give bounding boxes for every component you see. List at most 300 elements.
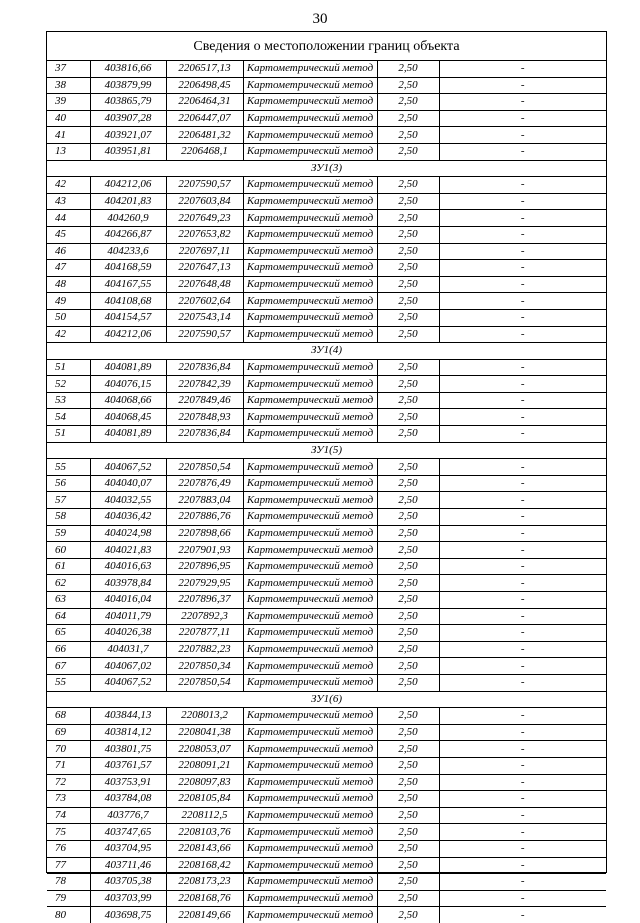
x-coordinate-cell: 404031,7 xyxy=(90,641,166,658)
description-cell: - xyxy=(439,708,606,725)
point-number-cell: 62 xyxy=(47,575,90,592)
point-number-cell: 51 xyxy=(47,426,90,443)
y-coordinate-cell: 2207901,93 xyxy=(166,542,243,559)
description-cell: - xyxy=(439,459,606,476)
method-cell: Картометрический метод xyxy=(243,575,377,592)
point-number-cell: 47 xyxy=(47,260,90,277)
table-row xyxy=(47,625,606,642)
accuracy-cell: 2,50 xyxy=(377,94,439,111)
x-coordinate-cell: 404067,52 xyxy=(90,459,166,476)
x-coordinate-cell: 404167,55 xyxy=(90,276,166,293)
y-coordinate-cell: 2208168,42 xyxy=(166,857,243,874)
x-coordinate-cell: 404011,79 xyxy=(90,608,166,625)
group-header-row xyxy=(47,442,606,459)
accuracy-cell: 2,50 xyxy=(377,243,439,260)
description-cell: - xyxy=(439,608,606,625)
boundary-table-frame xyxy=(46,31,607,921)
method-cell: Картометрический метод xyxy=(243,558,377,575)
group-label: ЗУ1(5) xyxy=(47,442,606,459)
x-coordinate-cell: 404266,87 xyxy=(90,226,166,243)
description-cell: - xyxy=(439,475,606,492)
y-coordinate-cell: 2207929,95 xyxy=(166,575,243,592)
table-row xyxy=(47,143,606,160)
accuracy-cell: 2,50 xyxy=(377,409,439,426)
x-coordinate-cell: 404081,89 xyxy=(90,359,166,376)
point-number-cell: 40 xyxy=(47,110,90,127)
point-number-cell: 49 xyxy=(47,293,90,310)
x-coordinate-cell: 404233,6 xyxy=(90,243,166,260)
table-row xyxy=(47,741,606,758)
table-row xyxy=(47,243,606,260)
method-cell: Картометрический метод xyxy=(243,409,377,426)
table-row xyxy=(47,708,606,725)
x-coordinate-cell: 404067,02 xyxy=(90,658,166,675)
point-number-cell: 53 xyxy=(47,392,90,409)
method-cell: Картометрический метод xyxy=(243,608,377,625)
description-cell: - xyxy=(439,193,606,210)
accuracy-cell: 2,50 xyxy=(377,840,439,857)
table-row xyxy=(47,525,606,542)
group-header-row xyxy=(47,160,606,177)
x-coordinate-cell: 403978,84 xyxy=(90,575,166,592)
method-cell: Картометрический метод xyxy=(243,127,377,144)
y-coordinate-cell: 2208143,66 xyxy=(166,840,243,857)
accuracy-cell: 2,50 xyxy=(377,592,439,609)
x-coordinate-cell: 403705,38 xyxy=(90,874,166,891)
table-row xyxy=(47,61,606,77)
point-number-cell: 38 xyxy=(47,77,90,94)
description-cell: - xyxy=(439,309,606,326)
method-cell: Картометрический метод xyxy=(243,525,377,542)
accuracy-cell: 2,50 xyxy=(377,475,439,492)
point-number-cell: 45 xyxy=(47,226,90,243)
accuracy-cell: 2,50 xyxy=(377,608,439,625)
accuracy-cell: 2,50 xyxy=(377,658,439,675)
table-row xyxy=(47,791,606,808)
y-coordinate-cell: 2207842,39 xyxy=(166,376,243,393)
y-coordinate-cell: 2208053,07 xyxy=(166,741,243,758)
method-cell: Картометрический метод xyxy=(243,309,377,326)
table-row xyxy=(47,592,606,609)
accuracy-cell: 2,50 xyxy=(377,492,439,509)
accuracy-cell: 2,50 xyxy=(377,110,439,127)
table-row xyxy=(47,840,606,857)
table-row xyxy=(47,210,606,227)
method-cell: Картометрический метод xyxy=(243,592,377,609)
y-coordinate-cell: 2208013,2 xyxy=(166,708,243,725)
x-coordinate-cell: 403761,57 xyxy=(90,757,166,774)
method-cell: Картометрический метод xyxy=(243,874,377,891)
y-coordinate-cell: 2206481,32 xyxy=(166,127,243,144)
y-coordinate-cell: 2208091,21 xyxy=(166,757,243,774)
accuracy-cell: 2,50 xyxy=(377,210,439,227)
accuracy-cell: 2,50 xyxy=(377,127,439,144)
coordinates-table xyxy=(47,61,606,923)
table-row xyxy=(47,326,606,343)
point-number-cell: 43 xyxy=(47,193,90,210)
description-cell: - xyxy=(439,525,606,542)
y-coordinate-cell: 2207849,46 xyxy=(166,392,243,409)
accuracy-cell: 2,50 xyxy=(377,542,439,559)
point-number-cell: 42 xyxy=(47,326,90,343)
y-coordinate-cell: 2207882,23 xyxy=(166,641,243,658)
y-coordinate-cell: 2208168,76 xyxy=(166,890,243,907)
x-coordinate-cell: 404154,57 xyxy=(90,309,166,326)
point-number-cell: 56 xyxy=(47,475,90,492)
point-number-cell: 74 xyxy=(47,807,90,824)
description-cell: - xyxy=(439,592,606,609)
description-cell: - xyxy=(439,641,606,658)
table-row xyxy=(47,807,606,824)
description-cell: - xyxy=(439,426,606,443)
y-coordinate-cell: 2207649,23 xyxy=(166,210,243,227)
point-number-cell: 55 xyxy=(47,459,90,476)
table-row xyxy=(47,127,606,144)
y-coordinate-cell: 2207647,13 xyxy=(166,260,243,277)
description-cell: - xyxy=(439,542,606,559)
y-coordinate-cell: 2207848,93 xyxy=(166,409,243,426)
point-number-cell: 70 xyxy=(47,741,90,758)
point-number-cell: 71 xyxy=(47,757,90,774)
description-cell: - xyxy=(439,392,606,409)
method-cell: Картометрический метод xyxy=(243,542,377,559)
y-coordinate-cell: 2208097,83 xyxy=(166,774,243,791)
point-number-cell: 39 xyxy=(47,94,90,111)
y-coordinate-cell: 2207892,3 xyxy=(166,608,243,625)
description-cell: - xyxy=(439,757,606,774)
method-cell: Картометрический метод xyxy=(243,907,377,923)
accuracy-cell: 2,50 xyxy=(377,625,439,642)
table-row xyxy=(47,757,606,774)
method-cell: Картометрический метод xyxy=(243,426,377,443)
table-row xyxy=(47,426,606,443)
y-coordinate-cell: 2207896,37 xyxy=(166,592,243,609)
point-number-cell: 55 xyxy=(47,674,90,691)
y-coordinate-cell: 2208149,66 xyxy=(166,907,243,923)
x-coordinate-cell: 404212,06 xyxy=(90,326,166,343)
x-coordinate-cell: 403801,75 xyxy=(90,741,166,758)
method-cell: Картометрический метод xyxy=(243,193,377,210)
x-coordinate-cell: 403747,65 xyxy=(90,824,166,841)
y-coordinate-cell: 2208105,84 xyxy=(166,791,243,808)
method-cell: Картометрический метод xyxy=(243,774,377,791)
description-cell: - xyxy=(439,509,606,526)
x-coordinate-cell: 404021,83 xyxy=(90,542,166,559)
accuracy-cell: 2,50 xyxy=(377,143,439,160)
method-cell: Картометрический метод xyxy=(243,840,377,857)
point-number-cell: 59 xyxy=(47,525,90,542)
method-cell: Картометрический метод xyxy=(243,741,377,758)
description-cell: - xyxy=(439,94,606,111)
table-row xyxy=(47,824,606,841)
table-row xyxy=(47,558,606,575)
description-cell: - xyxy=(439,724,606,741)
y-coordinate-cell: 2207590,57 xyxy=(166,326,243,343)
method-cell: Картометрический метод xyxy=(243,459,377,476)
y-coordinate-cell: 2208103,76 xyxy=(166,824,243,841)
table-row xyxy=(47,459,606,476)
accuracy-cell: 2,50 xyxy=(377,890,439,907)
y-coordinate-cell: 2207602,64 xyxy=(166,293,243,310)
point-number-cell: 76 xyxy=(47,840,90,857)
method-cell: Картометрический метод xyxy=(243,376,377,393)
table-row xyxy=(47,260,606,277)
point-number-cell: 75 xyxy=(47,824,90,841)
x-coordinate-cell: 404212,06 xyxy=(90,177,166,194)
accuracy-cell: 2,50 xyxy=(377,857,439,874)
description-cell: - xyxy=(439,177,606,194)
description-cell: - xyxy=(439,575,606,592)
x-coordinate-cell: 404201,83 xyxy=(90,193,166,210)
table-row xyxy=(47,575,606,592)
y-coordinate-cell: 2207836,84 xyxy=(166,359,243,376)
method-cell: Картометрический метод xyxy=(243,293,377,310)
x-coordinate-cell: 403711,46 xyxy=(90,857,166,874)
y-coordinate-cell: 2207648,48 xyxy=(166,276,243,293)
description-cell: - xyxy=(439,625,606,642)
point-number-cell: 42 xyxy=(47,177,90,194)
x-coordinate-cell: 403951,81 xyxy=(90,143,166,160)
table-row xyxy=(47,193,606,210)
accuracy-cell: 2,50 xyxy=(377,426,439,443)
y-coordinate-cell: 2207876,49 xyxy=(166,475,243,492)
table-row xyxy=(47,774,606,791)
point-number-cell: 54 xyxy=(47,409,90,426)
group-label: ЗУ1(4) xyxy=(47,343,606,360)
point-number-cell: 66 xyxy=(47,641,90,658)
x-coordinate-cell: 403703,99 xyxy=(90,890,166,907)
description-cell: - xyxy=(439,143,606,160)
description-cell: - xyxy=(439,326,606,343)
description-cell: - xyxy=(439,61,606,77)
accuracy-cell: 2,50 xyxy=(377,309,439,326)
y-coordinate-cell: 2208041,38 xyxy=(166,724,243,741)
description-cell: - xyxy=(439,376,606,393)
table-row xyxy=(47,177,606,194)
accuracy-cell: 2,50 xyxy=(377,708,439,725)
x-coordinate-cell: 403753,91 xyxy=(90,774,166,791)
description-cell: - xyxy=(439,243,606,260)
point-number-cell: 50 xyxy=(47,309,90,326)
table-row xyxy=(47,293,606,310)
accuracy-cell: 2,50 xyxy=(377,558,439,575)
method-cell: Картометрический метод xyxy=(243,475,377,492)
description-cell: - xyxy=(439,824,606,841)
y-coordinate-cell: 2207883,04 xyxy=(166,492,243,509)
table-row xyxy=(47,674,606,691)
accuracy-cell: 2,50 xyxy=(377,641,439,658)
point-number-cell: 67 xyxy=(47,658,90,675)
x-coordinate-cell: 404168,59 xyxy=(90,260,166,277)
accuracy-cell: 2,50 xyxy=(377,724,439,741)
x-coordinate-cell: 404036,42 xyxy=(90,509,166,526)
description-cell: - xyxy=(439,558,606,575)
y-coordinate-cell: 2207697,11 xyxy=(166,243,243,260)
description-cell: - xyxy=(439,674,606,691)
x-coordinate-cell: 404068,45 xyxy=(90,409,166,426)
accuracy-cell: 2,50 xyxy=(377,757,439,774)
accuracy-cell: 2,50 xyxy=(377,824,439,841)
accuracy-cell: 2,50 xyxy=(377,276,439,293)
point-number-cell: 69 xyxy=(47,724,90,741)
method-cell: Картометрический метод xyxy=(243,260,377,277)
accuracy-cell: 2,50 xyxy=(377,907,439,923)
method-cell: Картометрический метод xyxy=(243,890,377,907)
y-coordinate-cell: 2206517,13 xyxy=(166,61,243,77)
point-number-cell: 57 xyxy=(47,492,90,509)
y-coordinate-cell: 2207590,57 xyxy=(166,177,243,194)
accuracy-cell: 2,50 xyxy=(377,177,439,194)
x-coordinate-cell: 404108,68 xyxy=(90,293,166,310)
description-cell: - xyxy=(439,791,606,808)
accuracy-cell: 2,50 xyxy=(377,376,439,393)
y-coordinate-cell: 2208112,5 xyxy=(166,807,243,824)
y-coordinate-cell: 2207898,66 xyxy=(166,525,243,542)
point-number-cell: 44 xyxy=(47,210,90,227)
method-cell: Картометрический метод xyxy=(243,143,377,160)
point-number-cell: 60 xyxy=(47,542,90,559)
coordinates-table-body xyxy=(47,61,606,923)
table-row xyxy=(47,641,606,658)
y-coordinate-cell: 2207896,95 xyxy=(166,558,243,575)
x-coordinate-cell: 404076,15 xyxy=(90,376,166,393)
x-coordinate-cell: 403776,7 xyxy=(90,807,166,824)
point-number-cell: 64 xyxy=(47,608,90,625)
method-cell: Картометрический метод xyxy=(243,226,377,243)
y-coordinate-cell: 2207850,34 xyxy=(166,658,243,675)
point-number-cell: 68 xyxy=(47,708,90,725)
y-coordinate-cell: 2206464,31 xyxy=(166,94,243,111)
accuracy-cell: 2,50 xyxy=(377,61,439,77)
method-cell: Картометрический метод xyxy=(243,658,377,675)
table-row xyxy=(47,376,606,393)
method-cell: Картометрический метод xyxy=(243,243,377,260)
point-number-cell: 41 xyxy=(47,127,90,144)
table-row xyxy=(47,276,606,293)
accuracy-cell: 2,50 xyxy=(377,77,439,94)
point-number-cell: 51 xyxy=(47,359,90,376)
point-number-cell: 77 xyxy=(47,857,90,874)
x-coordinate-cell: 403844,13 xyxy=(90,708,166,725)
point-number-cell: 80 xyxy=(47,907,90,923)
x-coordinate-cell: 404032,55 xyxy=(90,492,166,509)
accuracy-cell: 2,50 xyxy=(377,260,439,277)
group-label: ЗУ1(3) xyxy=(47,160,606,177)
accuracy-cell: 2,50 xyxy=(377,392,439,409)
x-coordinate-cell: 404016,04 xyxy=(90,592,166,609)
description-cell: - xyxy=(439,77,606,94)
y-coordinate-cell: 2207836,84 xyxy=(166,426,243,443)
point-number-cell: 37 xyxy=(47,61,90,77)
y-coordinate-cell: 2207886,76 xyxy=(166,509,243,526)
description-cell: - xyxy=(439,293,606,310)
accuracy-cell: 2,50 xyxy=(377,874,439,891)
method-cell: Картометрический метод xyxy=(243,509,377,526)
method-cell: Картометрический метод xyxy=(243,326,377,343)
description-cell: - xyxy=(439,492,606,509)
accuracy-cell: 2,50 xyxy=(377,226,439,243)
description-cell: - xyxy=(439,226,606,243)
point-number-cell: 72 xyxy=(47,774,90,791)
method-cell: Картометрический метод xyxy=(243,791,377,808)
table-row xyxy=(47,492,606,509)
description-cell: - xyxy=(439,276,606,293)
x-coordinate-cell: 404260,9 xyxy=(90,210,166,227)
table-row xyxy=(47,509,606,526)
accuracy-cell: 2,50 xyxy=(377,193,439,210)
table-row xyxy=(47,907,606,923)
accuracy-cell: 2,50 xyxy=(377,459,439,476)
table-row xyxy=(47,110,606,127)
accuracy-cell: 2,50 xyxy=(377,674,439,691)
table-row xyxy=(47,94,606,111)
point-number-cell: 61 xyxy=(47,558,90,575)
y-coordinate-cell: 2206468,1 xyxy=(166,143,243,160)
description-cell: - xyxy=(439,658,606,675)
accuracy-cell: 2,50 xyxy=(377,525,439,542)
x-coordinate-cell: 403704,95 xyxy=(90,840,166,857)
x-coordinate-cell: 403814,12 xyxy=(90,724,166,741)
table-row xyxy=(47,874,606,891)
table-row xyxy=(47,475,606,492)
method-cell: Картометрический метод xyxy=(243,824,377,841)
y-coordinate-cell: 2207603,84 xyxy=(166,193,243,210)
description-cell: - xyxy=(439,840,606,857)
table-row xyxy=(47,658,606,675)
description-cell: - xyxy=(439,110,606,127)
description-cell: - xyxy=(439,741,606,758)
description-cell: - xyxy=(439,260,606,277)
table-row xyxy=(47,77,606,94)
table-row xyxy=(47,857,606,874)
method-cell: Картометрический метод xyxy=(243,625,377,642)
table-title: Сведения о местоположении границ объекта xyxy=(47,32,606,61)
table-row xyxy=(47,359,606,376)
x-coordinate-cell: 404081,89 xyxy=(90,426,166,443)
x-coordinate-cell: 404026,38 xyxy=(90,625,166,642)
description-cell: - xyxy=(439,210,606,227)
method-cell: Картометрический метод xyxy=(243,674,377,691)
table-row xyxy=(47,226,606,243)
method-cell: Картометрический метод xyxy=(243,757,377,774)
group-label: ЗУ1(6) xyxy=(47,691,606,708)
accuracy-cell: 2,50 xyxy=(377,741,439,758)
point-number-cell: 46 xyxy=(47,243,90,260)
x-coordinate-cell: 404068,66 xyxy=(90,392,166,409)
table-row xyxy=(47,392,606,409)
y-coordinate-cell: 2206498,45 xyxy=(166,77,243,94)
x-coordinate-cell: 403816,66 xyxy=(90,61,166,77)
description-cell: - xyxy=(439,774,606,791)
y-coordinate-cell: 2207850,54 xyxy=(166,459,243,476)
x-coordinate-cell: 403865,79 xyxy=(90,94,166,111)
method-cell: Картометрический метод xyxy=(243,77,377,94)
y-coordinate-cell: 2207653,82 xyxy=(166,226,243,243)
point-number-cell: 48 xyxy=(47,276,90,293)
y-coordinate-cell: 2206447,07 xyxy=(166,110,243,127)
y-coordinate-cell: 2208173,23 xyxy=(166,874,243,891)
method-cell: Картометрический метод xyxy=(243,708,377,725)
point-number-cell: 65 xyxy=(47,625,90,642)
x-coordinate-cell: 404067,52 xyxy=(90,674,166,691)
x-coordinate-cell: 403698,75 xyxy=(90,907,166,923)
table-row xyxy=(47,409,606,426)
method-cell: Картометрический метод xyxy=(243,724,377,741)
group-header-row xyxy=(47,691,606,708)
description-cell: - xyxy=(439,127,606,144)
point-number-cell: 58 xyxy=(47,509,90,526)
x-coordinate-cell: 403784,08 xyxy=(90,791,166,808)
